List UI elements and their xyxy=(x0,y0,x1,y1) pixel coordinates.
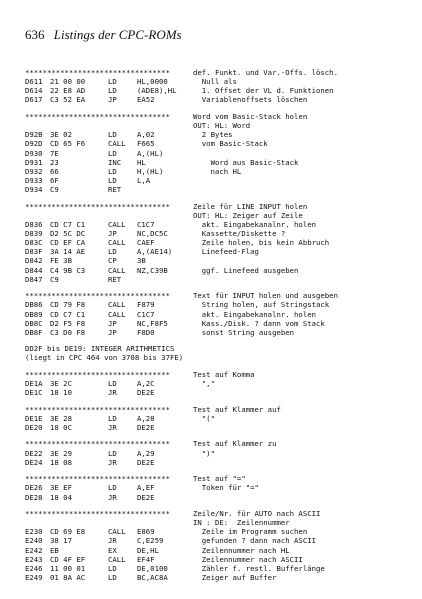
separator-stars: ********************************* xyxy=(25,509,170,519)
operand: C1C7 xyxy=(137,309,155,319)
address: DE1E xyxy=(25,413,43,423)
operand: HL xyxy=(137,157,146,167)
comment: OUT: HL: Zeiger auf Zeile xyxy=(193,210,303,220)
operand: (ADE8),HL xyxy=(137,86,177,96)
operand: A,(AE14) xyxy=(137,247,173,257)
comment: def. Funkt. und Var.-Offs. lösch. xyxy=(193,68,338,77)
hex-bytes: C9 xyxy=(50,274,59,284)
hex-bytes: 18 04 xyxy=(50,492,72,502)
comment: ")" xyxy=(193,448,215,458)
address: D92D xyxy=(25,139,43,149)
mnemonic: EX xyxy=(108,545,117,555)
address: D839 xyxy=(25,229,43,239)
hex-bytes: CD C7 C1 xyxy=(50,219,86,229)
address: D92B xyxy=(25,130,43,140)
hex-bytes: 38 17 xyxy=(50,536,72,546)
comment: ggf. Linefeed ausgeben xyxy=(193,265,299,275)
address: D614 xyxy=(25,86,43,96)
address: E240 xyxy=(25,536,43,546)
separator-stars: ********************************* xyxy=(25,439,170,449)
comment: Linefeed-Flag xyxy=(193,247,259,257)
hex-bytes: 66 xyxy=(50,166,59,176)
hex-bytes: 22 E8 AD xyxy=(50,86,86,96)
hex-bytes: C3 52 EA xyxy=(50,95,86,105)
comment: Test auf "=" xyxy=(193,474,246,484)
comment: gefunden ? dann nach ASCII xyxy=(193,536,317,546)
hex-bytes: 18 08 xyxy=(50,457,72,467)
mnemonic: LD xyxy=(108,86,117,96)
comment: Test auf Klammer auf xyxy=(193,404,281,414)
comment: Zeile/Nr. für AUTO nach ASCII xyxy=(193,509,321,519)
address: D617 xyxy=(25,95,43,105)
hex-bytes: 3E 28 xyxy=(50,413,72,423)
hex-bytes: 3A 14 AE xyxy=(50,247,86,257)
operand: L,A xyxy=(137,175,151,185)
hex-bytes: CD 65 F6 xyxy=(50,139,86,149)
address: D931 xyxy=(25,157,43,167)
comment: Kass./Disk. ? dann vom Stack xyxy=(193,318,325,328)
address: D83F xyxy=(25,247,43,257)
separator-stars: ********************************* xyxy=(25,404,170,414)
mnemonic: JP xyxy=(108,327,117,337)
address: D83C xyxy=(25,238,43,248)
operand: HL,0000 xyxy=(137,77,168,87)
mnemonic: INC xyxy=(108,157,122,167)
operand: F879 xyxy=(137,300,155,310)
comment: Word aus Basic-Stack xyxy=(193,157,299,167)
operand: EF4F xyxy=(137,554,155,564)
page-title: Listings der CPC-ROMs xyxy=(53,27,182,42)
mnemonic: JP xyxy=(108,318,117,328)
operand: CAEF xyxy=(137,238,155,248)
comment: sonst String ausgeben xyxy=(193,327,295,337)
address: DE24 xyxy=(25,457,43,467)
operand: BC,AC8A xyxy=(137,573,168,583)
comment: nach HL xyxy=(193,166,242,176)
separator-stars: ********************************* xyxy=(25,68,170,77)
mnemonic: JR xyxy=(108,492,117,502)
comment: Test auf Klammer zu xyxy=(193,439,277,449)
separator-stars: ********************************* xyxy=(25,369,170,379)
mnemonic: RET xyxy=(108,185,122,195)
address: D842 xyxy=(25,256,43,266)
hex-bytes: 3E 02 xyxy=(50,130,72,140)
hex-bytes: D2 F5 F8 xyxy=(50,318,86,328)
mnemonic: LD xyxy=(108,573,117,583)
comment: "(" xyxy=(193,413,215,423)
hex-bytes: 11 00 01 xyxy=(50,563,86,573)
mnemonic: JR xyxy=(108,423,117,433)
mnemonic: CALL xyxy=(108,554,126,564)
address: D930 xyxy=(25,148,43,158)
hex-bytes: 01 8A AC xyxy=(50,573,86,583)
address: DE22 xyxy=(25,448,43,458)
address: D611 xyxy=(25,77,43,87)
mnemonic: LD xyxy=(108,148,117,158)
address: E230 xyxy=(25,527,43,537)
comment: Test auf Komma xyxy=(193,369,255,379)
comment: Zeiger auf Buffer xyxy=(193,573,277,583)
comment: String holen, auf Stringstack xyxy=(193,300,330,310)
comment: Zeilennummer nach HL xyxy=(193,545,290,555)
mnemonic: LD xyxy=(108,247,117,257)
mnemonic: CALL xyxy=(108,309,126,319)
mnemonic: RET xyxy=(108,274,122,284)
operand: DE2E xyxy=(137,423,155,433)
operand: E869 xyxy=(137,527,155,537)
mnemonic: LD xyxy=(108,379,117,389)
operand: F665 xyxy=(137,139,155,149)
mnemonic: LD xyxy=(108,130,117,140)
operand: DE2E xyxy=(137,492,155,502)
hex-bytes: 7E xyxy=(50,148,59,158)
mnemonic: JR xyxy=(108,457,117,467)
mnemonic: CP xyxy=(108,256,117,266)
address: D844 xyxy=(25,265,43,275)
hex-bytes: 23 xyxy=(50,157,59,167)
operand: A,EF xyxy=(137,483,155,493)
hex-bytes: FE 3B xyxy=(50,256,72,266)
hex-bytes: CD 4F EF xyxy=(50,554,86,564)
section-caption: DD2F bis DE19: INTEGER ARITHMETICS xyxy=(25,344,175,354)
mnemonic: CALL xyxy=(108,139,126,149)
mnemonic: LD xyxy=(108,448,117,458)
operand: C1C7 xyxy=(137,219,155,229)
hex-bytes: 3E 2C xyxy=(50,379,72,389)
section-caption: (liegt in CPC 464 von 3708 bis 37FE) xyxy=(25,353,184,363)
address: DE1A xyxy=(25,379,43,389)
address: DE26 xyxy=(25,483,43,493)
hex-bytes: CD 79 F8 xyxy=(50,300,86,310)
hex-bytes: 3E 29 xyxy=(50,448,72,458)
mnemonic: LD xyxy=(108,483,117,493)
operand: A,02 xyxy=(137,130,155,140)
operand: F8D0 xyxy=(137,327,155,337)
address: DE20 xyxy=(25,423,43,433)
comment: OUT: HL: Word xyxy=(193,121,251,131)
mnemonic: JR xyxy=(108,536,117,546)
hex-bytes: C3 D0 F8 xyxy=(50,327,86,337)
address: D836 xyxy=(25,219,43,229)
hex-bytes: C9 xyxy=(50,185,59,195)
operand: C,E259 xyxy=(137,536,164,546)
mnemonic: CALL xyxy=(108,238,126,248)
hex-bytes: D2 5C DC xyxy=(50,229,86,239)
mnemonic: CALL xyxy=(108,265,126,275)
operand: 3B xyxy=(137,256,146,266)
address: D932 xyxy=(25,166,43,176)
page-number: 636 xyxy=(25,27,45,42)
address: E243 xyxy=(25,554,43,564)
comment: Text für INPUT holen und ausgeben xyxy=(193,291,338,301)
address: D847 xyxy=(25,274,43,284)
mnemonic: LD xyxy=(108,77,117,87)
separator-stars: ********************************* xyxy=(25,111,170,121)
hex-bytes: 3E EF xyxy=(50,483,72,493)
mnemonic: CALL xyxy=(108,527,126,537)
comment: IN : DE: Zeilennummer xyxy=(193,518,290,528)
hex-bytes: 18 0C xyxy=(50,423,72,433)
hex-bytes: EB xyxy=(50,545,59,555)
mnemonic: CALL xyxy=(108,219,126,229)
operand: NC,DC5C xyxy=(137,229,168,239)
mnemonic: LD xyxy=(108,166,117,176)
hex-bytes: CD EF CA xyxy=(50,238,86,248)
operand: NZ,C39B xyxy=(137,265,168,275)
mnemonic: JR xyxy=(108,388,117,398)
address: D933 xyxy=(25,175,43,185)
separator-stars: ********************************* xyxy=(25,201,170,211)
address: D934 xyxy=(25,185,43,195)
mnemonic: LD xyxy=(108,563,117,573)
hex-bytes: 21 00 00 xyxy=(50,77,86,87)
mnemonic: LD xyxy=(108,413,117,423)
mnemonic: LD xyxy=(108,175,117,185)
comment: akt. Eingabekanalnr. holen xyxy=(193,219,317,229)
operand: A,29 xyxy=(137,448,155,458)
hex-bytes: C4 9B C3 xyxy=(50,265,86,275)
operand: DE2E xyxy=(137,457,155,467)
comment: Word vom Basic-Stack holen xyxy=(193,111,308,121)
operand: A,(HL) xyxy=(137,148,164,158)
hex-bytes: 6F xyxy=(50,175,59,185)
hex-bytes: CD 69 E8 xyxy=(50,527,86,537)
separator-stars: ********************************* xyxy=(25,291,170,301)
mnemonic: JP xyxy=(108,229,117,239)
operand: DE,HL xyxy=(137,545,159,555)
address: DB8C xyxy=(25,318,43,328)
comment: Zeile im Programm suchen xyxy=(193,527,308,537)
address: E242 xyxy=(25,545,43,555)
comment: Token für "=" xyxy=(193,483,259,493)
operand: NC,F8F5 xyxy=(137,318,168,328)
comment: 1. Offset der VL d. Funktionen xyxy=(193,86,334,96)
comment: 2 Bytes xyxy=(193,130,233,140)
hex-bytes: CD C7 C1 xyxy=(50,309,86,319)
comment: Kassette/Diskette ? xyxy=(193,229,286,239)
address: DB89 xyxy=(25,309,43,319)
comment: Zähler f. restl. Bufferlänge xyxy=(193,563,325,573)
address: E249 xyxy=(25,573,43,583)
comment: akt. Eingabekanalnr. holen xyxy=(193,309,317,319)
operand: DE,0100 xyxy=(137,563,168,573)
separator-stars: ********************************* xyxy=(25,474,170,484)
operand: H,(HL) xyxy=(137,166,164,176)
address: DB8F xyxy=(25,327,43,337)
comment: Zeile holen, bis kein Abbruch xyxy=(193,238,330,248)
comment: Variablenoffsets löschen xyxy=(193,95,308,105)
address: DE1C xyxy=(25,388,43,398)
operand: A,28 xyxy=(137,413,155,423)
comment: vom Basic-Stack xyxy=(193,139,268,149)
address: DE28 xyxy=(25,492,43,502)
address: DB86 xyxy=(25,300,43,310)
operand: EA52 xyxy=(137,95,155,105)
hex-bytes: 18 10 xyxy=(50,388,72,398)
mnemonic: CALL xyxy=(108,300,126,310)
comment: "," xyxy=(193,379,215,389)
page-header xyxy=(25,27,182,43)
comment: Zeilennummer nach ASCII xyxy=(193,554,303,564)
address: E246 xyxy=(25,563,43,573)
operand: A,2C xyxy=(137,379,155,389)
operand: DE2E xyxy=(137,388,155,398)
comment: Zeile für LINE INPUT holen xyxy=(193,201,308,211)
comment: Null als xyxy=(193,77,237,87)
mnemonic: JP xyxy=(108,95,117,105)
